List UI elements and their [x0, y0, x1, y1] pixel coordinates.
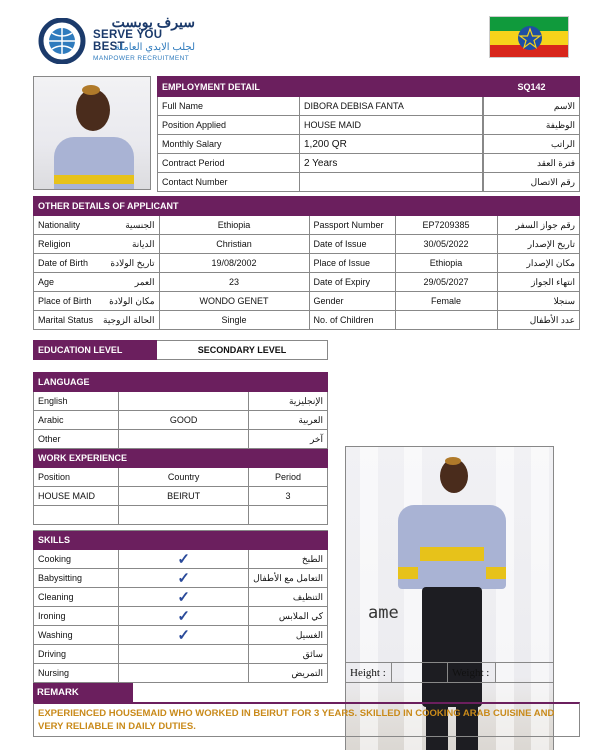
skills-column [33, 372, 328, 683]
applicant-code: SQ142 [484, 77, 580, 97]
skill-check-icon: ✓ [119, 569, 249, 588]
applicant-arabic-label: تاريخ الولادة [97, 254, 159, 273]
employment-row [158, 135, 580, 154]
applicant-arabic-label-2: عدد الأطفال [497, 311, 579, 330]
employment-label: Monthly Salary [158, 135, 300, 154]
brand-name: SERVE YOU BEST [93, 29, 163, 53]
skill-arabic-label: الغسيل [249, 626, 328, 645]
applicant-row [34, 311, 580, 330]
work-row [34, 506, 328, 525]
skill-label: Cooking [34, 550, 119, 569]
language-arabic-label: آخر [249, 430, 328, 449]
ethiopia-flag-icon [489, 16, 569, 58]
employment-arabic-label: رقم الاتصال [484, 173, 580, 192]
brand-arabic-sub: لجلب الايدي العاملة [114, 42, 195, 53]
skill-label: Nursing [34, 664, 119, 683]
skill-label: Washing [34, 626, 119, 645]
applicant-label: Date of Birth [34, 254, 98, 273]
employment-value: DIBORA DEBISA FANTA [300, 97, 483, 116]
applicant-arabic-label: الحالة الزوجية [97, 311, 159, 330]
skill-check-icon [119, 664, 249, 683]
applicant-label: Place of Birth [34, 292, 98, 311]
education-section [33, 340, 328, 360]
language-row [34, 411, 328, 430]
skill-row [34, 588, 328, 607]
employment-arabic-label: الاسم [484, 97, 580, 116]
applicant-value-2: 30/05/2022 [395, 235, 497, 254]
language-arabic-label: الإنجليزية [249, 392, 328, 411]
applicant-arabic-label-2: سنجلا [497, 292, 579, 311]
applicant-row [34, 292, 580, 311]
education-value: SECONDARY LEVEL [157, 341, 328, 360]
skill-check-icon: ✓ [119, 588, 249, 607]
applicant-details-section [33, 196, 580, 330]
work-experience-header: WORK EXPERIENCE [34, 449, 328, 468]
applicant-details-header: OTHER DETAILS OF APPLICANT [34, 197, 580, 216]
remark-text: EXPERIENCED HOUSEMAID WHO WORKED IN BEIRUT FOR 3 YEARS. SKILLED IN COOKING ARAB CUISINE AND VERY RELIABLE IN DAILY DUTIES. [33, 702, 580, 737]
skill-label: Cleaning [34, 588, 119, 607]
skill-arabic-label: التنظيف [249, 588, 328, 607]
work-col-country: Country [119, 468, 249, 487]
skill-row [34, 664, 328, 683]
measurements-row [345, 662, 554, 683]
skill-row [34, 550, 328, 569]
skill-check-icon [119, 645, 249, 664]
employment-arabic-label: الراتب [484, 135, 580, 154]
language-arabic-label: العربية [249, 411, 328, 430]
work-row [34, 487, 328, 506]
applicant-arabic-label: العمر [97, 273, 159, 292]
skill-row [34, 626, 328, 645]
skill-check-icon: ✓ [119, 550, 249, 569]
language-value [119, 430, 249, 449]
employment-label: Contract Period [158, 154, 300, 173]
skill-check-icon: ✓ [119, 626, 249, 645]
applicant-value-2: EP7209385 [395, 216, 497, 235]
employment-value: 2 Years [300, 154, 483, 173]
applicant-value-2 [395, 311, 497, 330]
applicant-arabic-label-2: مكان الإصدار [497, 254, 579, 273]
employment-detail-section [157, 76, 580, 192]
employment-arabic-label: فترة العقد [484, 154, 580, 173]
language-value: GOOD [119, 411, 249, 430]
employment-label: Full Name [158, 97, 300, 116]
height-value[interactable] [392, 663, 448, 683]
applicant-label: Age [34, 273, 98, 292]
applicant-value: Christian [159, 235, 309, 254]
skill-arabic-label: التعامل مع الأطفال [249, 569, 328, 588]
language-label: Arabic [34, 411, 119, 430]
remark-header: REMARK [33, 683, 133, 702]
applicant-value: Ethiopia [159, 216, 309, 235]
employment-row [158, 116, 580, 135]
applicant-portrait-photo [33, 76, 151, 190]
weight-value[interactable] [496, 663, 554, 683]
applicant-value-2: Ethiopia [395, 254, 497, 273]
work-country: BEIRUT [119, 487, 249, 506]
employment-value: 1,200 QR [300, 135, 483, 154]
brand-tagline: MANPOWER RECRUITMENT [93, 55, 190, 62]
employment-detail-header: EMPLOYMENT DETAIL [158, 77, 484, 97]
brand-logo [37, 14, 197, 66]
applicant-row [34, 235, 580, 254]
skill-arabic-label: سائق [249, 645, 328, 664]
applicant-value: 23 [159, 273, 309, 292]
applicant-arabic-label: الديانة [97, 235, 159, 254]
skill-row [34, 645, 328, 664]
photo-overlay-text: ame [368, 603, 399, 623]
brand-arabic: سيرف يوبست [111, 14, 195, 30]
applicant-arabic-label-2: انتهاء الجواز [497, 273, 579, 292]
skill-row [34, 607, 328, 626]
employment-label: Contact Number [158, 173, 300, 192]
skill-check-icon: ✓ [119, 607, 249, 626]
employment-arabic-label: الوظيفة [484, 116, 580, 135]
applicant-value: WONDO GENET [159, 292, 309, 311]
language-row [34, 392, 328, 411]
applicant-label: Marital Status [34, 311, 98, 330]
skills-header: SKILLS [34, 531, 328, 550]
applicant-arabic-label: الجنسية [97, 216, 159, 235]
skill-row [34, 569, 328, 588]
applicant-label-2: Passport Number [309, 216, 395, 235]
applicant-label: Nationality [34, 216, 98, 235]
work-position: HOUSE MAID [34, 487, 119, 506]
language-row [34, 430, 328, 449]
work-period [249, 506, 328, 525]
remark-section [33, 683, 580, 737]
applicant-label-2: Date of Issue [309, 235, 395, 254]
height-label: Height : [346, 663, 392, 683]
skill-arabic-label: الطبخ [249, 550, 328, 569]
applicant-value: 19/08/2002 [159, 254, 309, 273]
applicant-arabic-label-2: تاريخ الإصدار [497, 235, 579, 254]
applicant-value: Single [159, 311, 309, 330]
applicant-value-2: Female [395, 292, 497, 311]
skill-label: Ironing [34, 607, 119, 626]
applicant-label-2: No. of Children [309, 311, 395, 330]
skill-arabic-label: التمريض [249, 664, 328, 683]
language-value [119, 392, 249, 411]
employment-label: Position Applied [158, 116, 300, 135]
employment-value [300, 173, 483, 192]
skill-label: Driving [34, 645, 119, 664]
applicant-row [34, 216, 580, 235]
language-label: Other [34, 430, 119, 449]
applicant-label: Religion [34, 235, 98, 254]
language-label: English [34, 392, 119, 411]
applicant-arabic-label: مكان الولادة [97, 292, 159, 311]
language-header: LANGUAGE [34, 373, 328, 392]
skill-label: Babysitting [34, 569, 119, 588]
work-col-period: Period [249, 468, 328, 487]
applicant-label-2: Gender [309, 292, 395, 311]
applicant-label-2: Date of Expiry [309, 273, 395, 292]
work-period: 3 [249, 487, 328, 506]
work-position [34, 506, 119, 525]
applicant-row [34, 273, 580, 292]
applicant-label-2: Place of Issue [309, 254, 395, 273]
weight-label: Weight : [448, 663, 496, 683]
education-label: EDUCATION LEVEL [34, 341, 157, 360]
work-country [119, 506, 249, 525]
employment-row [158, 173, 580, 192]
globe-logo-icon [37, 18, 87, 64]
employment-value: HOUSE MAID [300, 116, 483, 135]
applicant-row [34, 254, 580, 273]
work-col-position: Position [34, 468, 119, 487]
applicant-arabic-label-2: رقم جواز السفر [497, 216, 579, 235]
applicant-value-2: 29/05/2027 [395, 273, 497, 292]
employment-row [158, 154, 580, 173]
skill-arabic-label: كي الملابس [249, 607, 328, 626]
employment-row [158, 97, 580, 116]
